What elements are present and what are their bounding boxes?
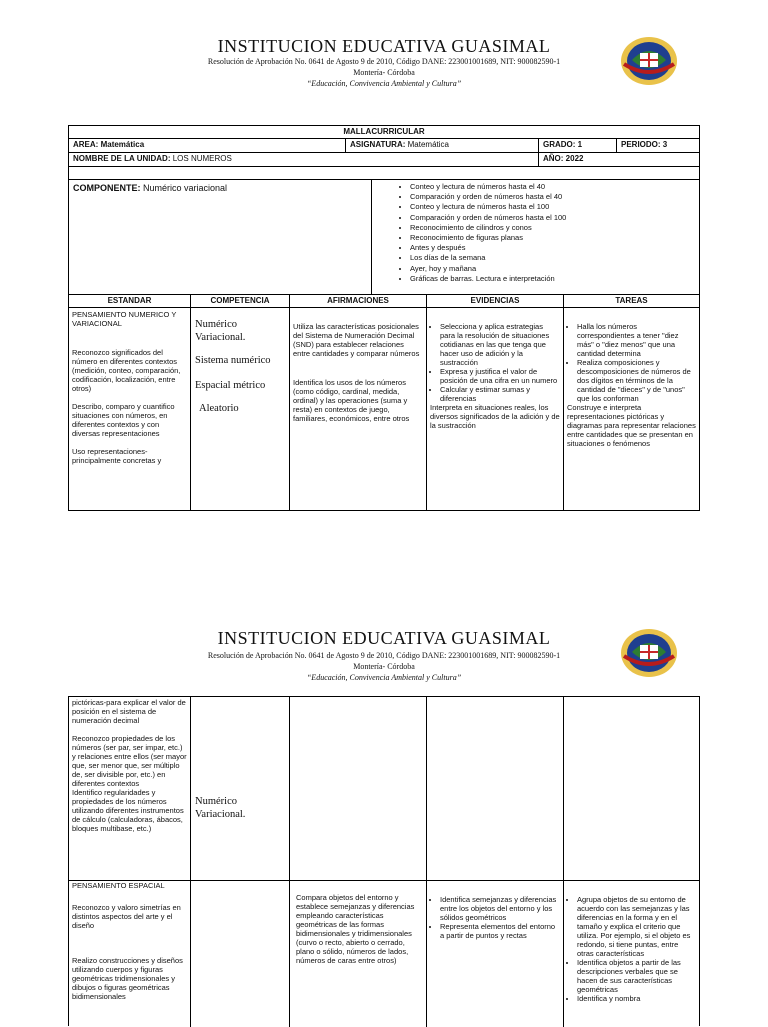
school-logo-icon	[620, 628, 678, 678]
content-row	[69, 881, 699, 1027]
grado-cell: GRADO: 1	[539, 139, 617, 152]
table-title-row	[69, 126, 699, 139]
estandar-text: Uso representaciones- principalmente concretas y	[72, 447, 162, 465]
list-item: • Identifica y nombra	[577, 994, 696, 1003]
afirmaciones-cell	[290, 308, 427, 510]
school-title: INSTITUCION EDUCATIVA GUASIMAL	[217, 36, 551, 56]
spacer-row	[69, 167, 699, 180]
content-row	[69, 697, 699, 881]
page-2	[0, 600, 768, 1024]
afirmaciones-cell	[290, 881, 427, 1027]
unidad-row	[69, 153, 699, 167]
list-item: • Identifica objetos a partir de las descripciones verbales que se hacen de sus características geométricas	[577, 958, 696, 994]
estandar-text: Describo, comparo y cuantifico situaciones con números, en diferentes contextos y con diversas representaciones	[72, 402, 175, 438]
estandar-cell	[69, 881, 191, 1027]
list-item: • Ayer, hoy y mañana	[410, 264, 697, 274]
table-title: MALLACURRICULAR	[343, 127, 425, 136]
afirmacion-text: Identifica los usos de los números (como código, cardinal, medida, ordinal) y las operaciones (suma y resta) en contextos de juego, familiares, económicos, entre otros	[293, 378, 410, 423]
componente-value: Numérico variacional	[143, 183, 228, 193]
list-item: • Calcular y estimar sumas y diferencias	[440, 385, 560, 403]
estandar-heading: PENSAMIENTO ESPACIAL	[72, 881, 165, 890]
estandar-text: Reconozco y valoro simetrías en distintos aspectos del arte y el diseño	[72, 903, 181, 930]
col-header-evidencias: EVIDENCIAS	[427, 295, 564, 307]
list-item: • Antes y después	[410, 243, 697, 253]
list-item: • Los días de la semana	[410, 253, 697, 263]
list-item: • Expresa y justifica el valor de posición de una cifra en un numero	[440, 367, 560, 385]
competencia-item: Aleatorio	[199, 403, 239, 414]
estandar-heading: PENSAMIENTO NUMERICO Y VARIACIONAL	[72, 310, 177, 328]
list-item: • Agrupa objetos de su entorno de acuerdo con las semejanzas y las diferencias en la forma y en el tamaño y explica el criterio que utiliza. Por ejemplo, si el objeto es redondo, si tiene puntas, entre otras características	[577, 895, 696, 958]
evidencias-cell	[427, 881, 564, 1027]
col-header-afirmaciones: AFIRMACIONES	[290, 295, 427, 307]
list-item: • Halla los números correspondientes a tener "diez más" o "diez menos" que una cantidad determina	[577, 322, 696, 358]
list-item: • Comparación y orden de números hasta el 100	[410, 213, 697, 223]
list-item: • Representa elementos del entorno a partir de puntos y rectas	[440, 922, 560, 940]
col-header-estandar: ESTANDAR	[69, 295, 191, 307]
resolution-line: Resolución de Aprobación No. 0641 de Agosto 9 de 2010, Código DANE: 223001001689, NIT: 900082590-1	[207, 651, 561, 660]
motto-line: “Educación, Convivencia Ambiental y Cultura”	[306, 79, 462, 88]
competencia-item: Numérico Variacional.	[195, 796, 246, 820]
tareas-cell	[564, 308, 699, 510]
periodo-cell: PERIODO: 3	[621, 140, 668, 149]
tarea-text: Construye e interpreta representaciones pictóricas y diagramas para representar relaciones entre cantidades que se presentan en situaciones o fenómenos	[567, 403, 696, 448]
afirmacion-text: Compara objetos del entorno y establece semejanzas y diferencias empleando características geométricas de las formas bidimensionales y tridimensionales (curvo o recto, abierto o cerrado, plano o sólido, números de lados, números de caras entre otros)	[296, 893, 415, 965]
list-item: • Comparación y orden de números hasta el 40	[410, 192, 697, 202]
competencia-item: Sistema numérico	[195, 355, 271, 366]
school-title: INSTITUCION EDUCATIVA GUASIMAL	[217, 628, 551, 648]
list-item: • Identifica semejanzas y diferencias entre los objetos del entorno y los sólidos geométricos	[440, 895, 560, 922]
col-header-tareas: TAREAS	[615, 296, 648, 305]
evidencias-cell	[427, 697, 564, 880]
curriculum-table	[68, 125, 700, 511]
area-value: Matemática	[100, 140, 145, 149]
estandar-cell	[69, 308, 191, 510]
competencia-item: Espacial métrico	[195, 380, 266, 391]
estandar-text: pictóricas-para explicar el valor de posición en el sistema de numeración decimal	[72, 698, 186, 725]
list-item: • Conteo y lectura de números hasta el 40	[410, 182, 697, 192]
componente-label: COMPONENTE:	[73, 183, 141, 193]
list-item: • Realiza composiciones y descomposiciones de números de dos dígitos en términos de la cantidad de "dieces" y de "unos" que los conforman	[577, 358, 696, 403]
estandar-text: Reconozco propiedades de los números (ser par, ser impar, etc.) y relaciones entre ellos (ser mayor que, ser menor que, ser múltiplo de, ser divisible por, etc.) en diferentes contextos	[72, 734, 187, 788]
competencia-cell	[191, 881, 290, 1027]
evidencias-cell	[427, 308, 564, 510]
competencia-cell	[191, 308, 290, 510]
unidad-value: LOS NUMEROS	[172, 154, 232, 163]
estandar-cell	[69, 697, 191, 880]
asignatura-value: Matemática	[407, 140, 449, 149]
evidencia-text: Interpreta en situaciones reales, los diversos significados de la adición y de la sustracción	[430, 403, 560, 430]
curriculum-table-continued	[68, 696, 700, 1026]
area-row	[69, 139, 699, 153]
anio-cell: AÑO: 2022	[543, 154, 584, 163]
city-line: Montería- Córdoba	[353, 68, 415, 77]
list-item: • Reconocimiento de figuras planas	[410, 233, 697, 243]
area-label: AREA:	[73, 140, 99, 149]
city-line: Montería- Córdoba	[353, 662, 415, 671]
column-header-row	[69, 295, 699, 308]
estandar-text: Reconozco significados del número en diferentes contextos (medición, conteo, comparación, codificación, localización, entre otros)	[72, 348, 181, 393]
estandar-text: Realizo construcciones y diseños utilizando cuerpos y figuras geométricas tridimensionales y dibujos o figuras geométricas bidimensionales	[72, 956, 183, 1001]
competencia-cell	[191, 697, 290, 880]
list-item: • Selecciona y aplica estrategias para la resolución de situaciones cotidianas en las que tenga que hacer uso de adición y la sustracción	[440, 322, 560, 367]
list-item: • Reconocimiento de cilindros y conos	[410, 223, 697, 233]
estandar-text: Identifico regularidades y propiedades de los números utilizando diferentes instrumentos de cálculo (calculadoras, ábacos, bloques multibase, etc.)	[72, 788, 184, 833]
componente-list	[372, 180, 697, 284]
asignatura-label: ASIGNATURA:	[350, 140, 406, 149]
content-row	[69, 308, 699, 510]
competencia-item: Numérico Variacional.	[195, 319, 246, 343]
componente-row	[69, 180, 699, 295]
resolution-line: Resolución de Aprobación No. 0641 de Agosto 9 de 2010, Código DANE: 223001001689, NIT: 900082590-1	[207, 57, 561, 66]
col-header-competencia: COMPETENCIA	[191, 295, 290, 307]
list-item: • Gráficas de barras. Lectura e interpretación	[410, 274, 697, 284]
afirmaciones-cell	[290, 697, 427, 880]
afirmacion-text: Utiliza las características posicionales del Sistema de Numeración Decimal (SND) para establecer relaciones entre cantidades y comparar números	[293, 322, 420, 358]
school-logo-icon	[620, 36, 678, 86]
unidad-label: NOMBRE DE LA UNIDAD:	[73, 154, 171, 163]
tareas-cell	[564, 881, 699, 1027]
list-item: • Conteo y lectura de números hasta el 100	[410, 202, 697, 212]
motto-line: “Educación, Convivencia Ambiental y Cultura”	[306, 673, 462, 682]
tareas-cell	[564, 697, 699, 880]
